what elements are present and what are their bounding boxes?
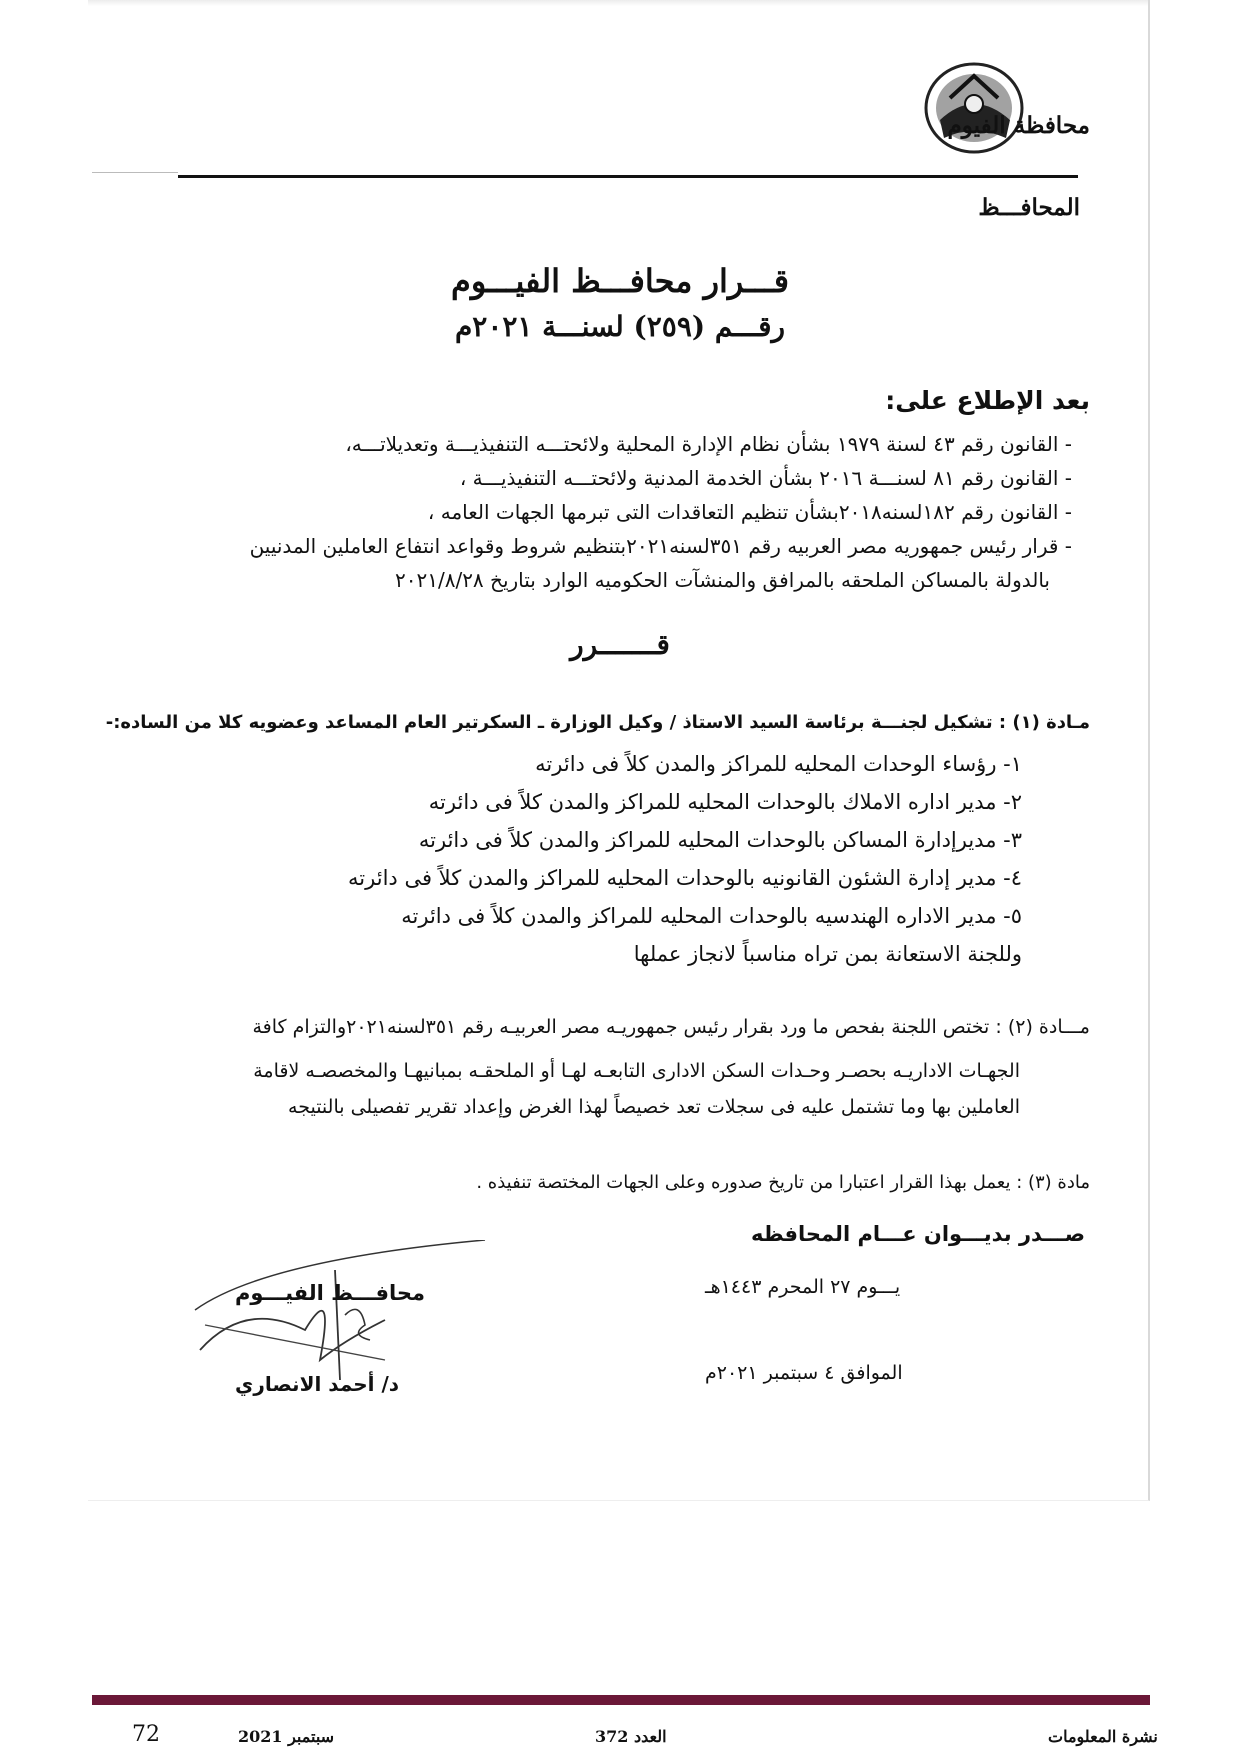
page-number: 72 (132, 1722, 160, 1747)
decree-number: رقـــم (٢٥٩) لسنـــة ٢٠٢١م (454, 310, 786, 343)
footer-month: سبتمبر 2021 (238, 1727, 335, 1746)
article-2-line: مـــادة (٢) : تختص اللجنة بفحص ما ورد بقرار رئيس جمهوريـه مصر العربيـه رقم ٣٥١لسنه٢٠٢١والتزام كافة (252, 1016, 1090, 1038)
header-rule (178, 175, 1078, 178)
decided-heading: قـــــــرر (570, 628, 670, 661)
footer-bulletin: نشرة المعلومات (1048, 1727, 1158, 1746)
preamble-item: - القانون رقم ٨١ لسنـــة ٢٠١٦ بشأن الخدمة المدنية ولائحتـــه التنفيذيـــة ، (459, 466, 1072, 490)
gregorian-date: الموافق ٤ سبتمبر ٢٠٢١م (705, 1362, 903, 1384)
governorate-logo-emblem (920, 58, 1028, 158)
article-3-text: مادة (٣) : يعمل بهذا القرار اعتبارا من تاريخ صدوره وعلى الجهات المختصة تنفيذه . (476, 1172, 1090, 1193)
footer-issue: العدد 372 (595, 1727, 667, 1746)
committee-member: ٥- مدير الاداره الهندسيه بالوحدات المحليه للمراكز والمدن كلاً فى دائرته (401, 904, 1022, 928)
preamble-item: - القانون رقم ١٨٢لسنه٢٠١٨بشأن تنظيم التعاقدات التى تبرمها الجهات العامه ، (427, 500, 1072, 524)
header-rule-faint (92, 172, 178, 173)
preamble-item: بالدولة بالمساكن الملحقه بالمرافق والمنشآت الحكوميه الوارد بتاريخ ٢٠٢١/٨/٢٨ (395, 568, 1050, 592)
article-2-line: الجهـات الاداريـه بحصـر وحـدات السكن الادارى التابعـه لهـا أو الملحقـه بمبانيهـا والمخصصـه لاقامة (253, 1060, 1020, 1082)
committee-member: ٤- مدير إدارة الشئون القانونيه بالوحدات المحليه للمراكز والمدن كلاً فى دائرته (348, 866, 1022, 890)
committee-note: وللجنة الاستعانة بمن تراه مناسباً لانجاز عملها (633, 942, 1022, 966)
preamble-heading: بعد الإطلاع على: (885, 386, 1090, 415)
scan-edge (88, 0, 1148, 6)
preamble-item: - القانون رقم ٤٣ لسنة ١٩٧٩ بشأن نظام الإدارة المحلية ولائحتـــه التنفيذيـــة وتعديلاتـــه، (345, 432, 1072, 456)
decree-title: قـــرار محافـــظ الفيـــوم (451, 262, 789, 300)
signer-name: د/ أحمد الانصاري (235, 1372, 400, 1396)
article-1-title: مـادة (١) : تشكيل لجنـــة برئاسة السيد الاستاذ / وكيل الوزارة ـ السكرتير العام المساعد وعضويه كلا من الساده:- (105, 712, 1090, 733)
committee-member: ٢- مدير اداره الاملاك بالوحدات المحليه للمراكز والمدن كلاً فى دائرته (428, 790, 1022, 814)
issued-at: صـــدر بديـــوان عـــام المحافظه (751, 1222, 1085, 1246)
signer-title: محافـــظ الفيـــوم (235, 1281, 425, 1305)
office-label: المحافـــظ (978, 194, 1080, 221)
article-2-line: العاملين بها وما تشتمل عليه فى سجلات تعد خصيصاً لهذا الغرض وإعداد تقرير تفصيلى بالنتيجه (288, 1096, 1020, 1118)
hijri-date: يـــوم ٢٧ المحرم ١٤٤٣هـ (705, 1276, 901, 1298)
committee-member: ١- رؤساء الوحدات المحليه للمراكز والمدن كلاً فى دائرته (535, 752, 1022, 776)
preamble-item: - قرار رئيس جمهوريه مصر العربيه رقم ٣٥١لسنه٢٠٢١بتنظيم شروط وقواعد انتفاع العاملين المدنيين (249, 534, 1072, 558)
governorate-name: محافظة الفيوم (947, 112, 1090, 139)
footer-bar (92, 1695, 1150, 1705)
committee-member: ٣- مديرإدارة المساكن بالوحدات المحليه للمراكز والمدن كلاً فى دائرته (418, 828, 1022, 852)
handwritten-signature (185, 1240, 515, 1390)
